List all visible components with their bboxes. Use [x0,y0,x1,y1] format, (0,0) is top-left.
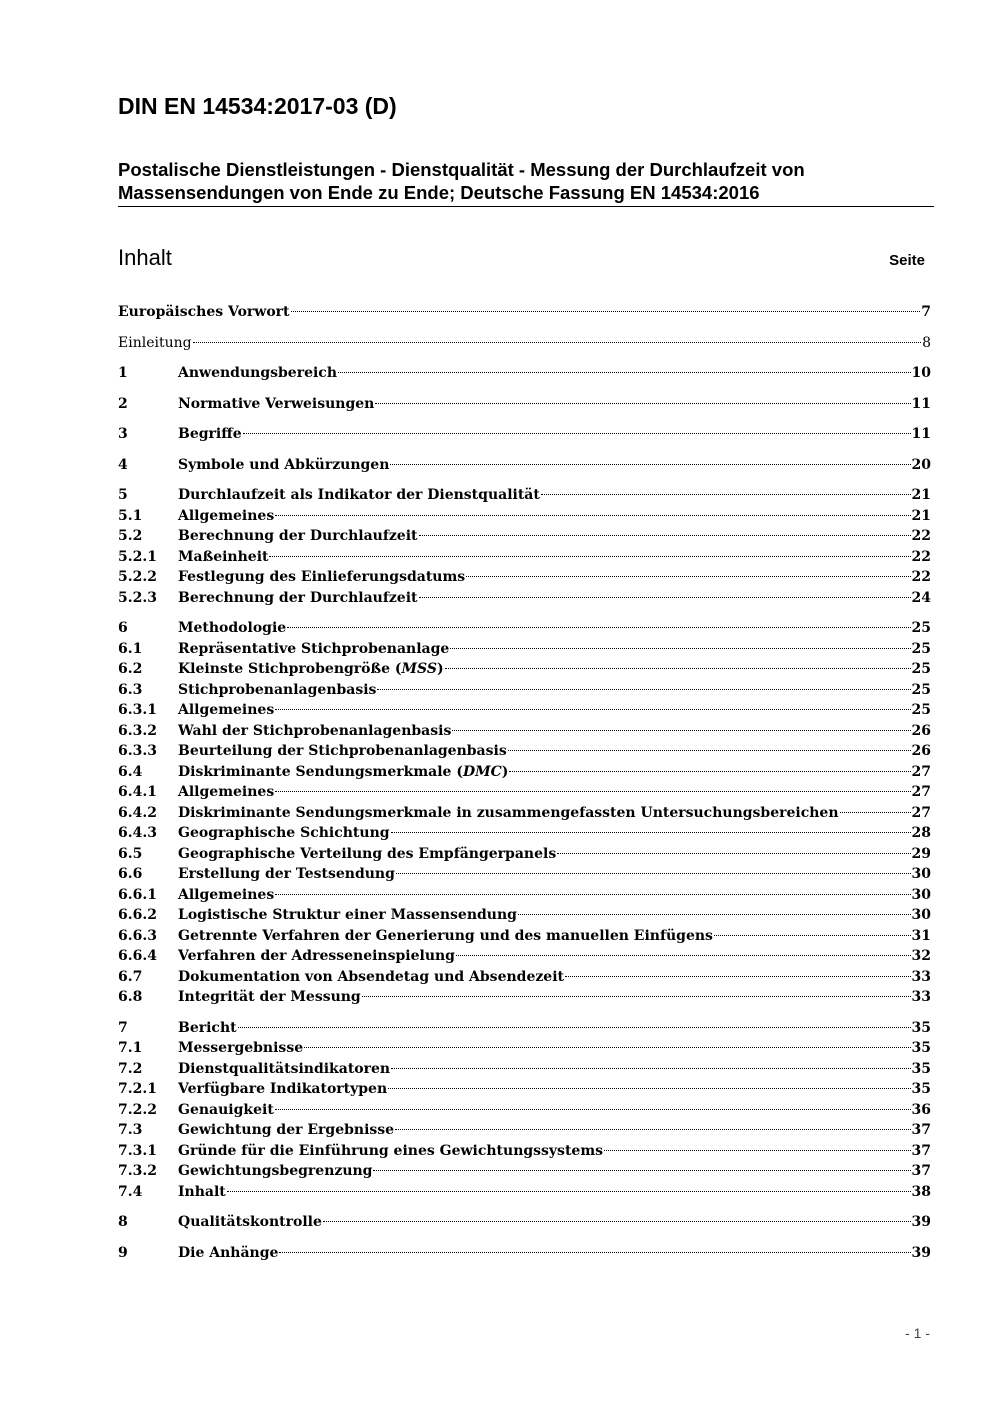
toc-entry-page: 35 [911,1040,931,1056]
toc-entry-page: 37 [911,1142,931,1159]
toc-entry-title: Repräsentative Stichprobenanlage [178,640,450,657]
toc-entry-page: 25 [911,620,931,636]
toc-entry-number: 6.4.3 [118,825,157,841]
toc-entry-number: 7.4 [118,1183,143,1200]
toc-entry-number: 6.2 [118,661,143,677]
toc-entry[interactable] [118,506,931,527]
toc-entry-title: Erstellung der Testsendung [178,866,395,882]
toc-entry-number: 5.2 [118,528,143,544]
toc-entry-title: Kleinste Stichprobengröße (MSS) [178,661,444,677]
toc-dot-leader [391,832,911,833]
toc-entry-number: 7.2.1 [118,1081,157,1097]
toc-entry-title: Geographische Schichtung [178,825,390,841]
toc-entry-page: 24 [911,589,931,606]
toc-entry-number: 7.1 [118,1040,143,1056]
toc-dot-leader [714,935,911,936]
toc-entry-page: 39 [911,1244,931,1261]
toc-entry-title: Qualitätskontrolle [178,1214,322,1230]
toc-entry[interactable] [118,926,931,947]
toc-entry-number: 7.2 [118,1060,143,1077]
toc-dot-leader [565,976,911,977]
toc-entry-page: 22 [911,528,931,544]
toc-dot-leader [450,648,910,649]
toc-entry[interactable] [118,1161,931,1182]
toc-entry-number: 6.3.3 [118,743,157,759]
toc-entry-number: 6.6.2 [118,907,157,923]
table-of-contents [118,302,931,1263]
toc-entry-title: Verfahren der Adresseneinspielung [178,948,455,964]
toc-entry-title: Durchlaufzeit als Indikator der Dienstqualität [178,487,540,503]
toc-entry[interactable] [118,424,931,445]
toc-entry-page: 25 [911,681,931,698]
toc-entry-title: Allgemeines [178,702,275,718]
toc-entry-number: 6.4.2 [118,804,157,821]
toc-entry-page: 30 [911,886,931,903]
toc-entry-page: 35 [911,1019,931,1036]
toc-entry[interactable] [118,659,931,680]
toc-entry-title: Genauigkeit [178,1101,274,1118]
toc-entry-title: Beurteilung der Stichprobenanlagenbasis [178,743,507,759]
toc-entry-number: 6.4.1 [118,784,157,800]
toc-entry-title: Wahl der Stichprobenanlagenbasis [178,722,452,739]
toc-entry-page: 38 [911,1183,931,1200]
toc-entry-title: Diskriminante Sendungsmerkmale (DMC) [178,763,509,780]
toc-entry-page: 27 [911,804,931,821]
toc-entry-number: 7 [118,1019,128,1036]
toc-entry-number: 7.3 [118,1122,143,1138]
toc-entry-title: Gründe für die Einführung eines Gewichtungssystems [178,1142,604,1159]
toc-dot-leader [275,791,910,792]
toc-entry-page: 36 [911,1101,931,1118]
toc-entry-number: 6.3 [118,681,143,698]
toc-dot-leader [323,1221,911,1222]
toc-entry-page: 10 [911,365,931,381]
toc-entry-title: Verfügbare Indikatortypen [178,1081,388,1097]
toc-entry-title: Symbole und Abkürzungen [178,456,390,473]
toc-dot-leader [419,535,911,536]
toc-entry-page: 21 [911,507,931,524]
toc-entry[interactable] [118,967,931,988]
toc-entry-page: 25 [911,640,931,657]
toc-dot-leader [279,1252,910,1253]
toc-entry-title: Berechnung der Durchlaufzeit [178,528,418,544]
toc-dot-leader [304,1047,910,1048]
toc-entry-title: Berechnung der Durchlaufzeit [178,589,418,606]
toc-entry-title: Einleitung [118,334,192,351]
subtitle-line-2: Massensendungen von Ende zu Ende; Deutsche Fassung EN 14534:2016 [118,182,760,203]
toc-entry-number: 4 [118,456,128,473]
toc-entry[interactable] [118,762,931,783]
toc-entry[interactable] [118,1212,931,1233]
toc-entry-page: 7 [921,304,931,320]
toc-entry-page: 11 [911,395,931,412]
toc-dot-leader [604,1150,911,1151]
toc-entry[interactable] [118,618,931,639]
toc-dot-leader [377,689,910,690]
toc-dot-leader [395,1129,910,1130]
toc-entry-title: Logistische Struktur einer Massensendung [178,907,517,923]
document-subtitle [118,158,934,204]
toc-entry-number: 7.2.2 [118,1101,157,1118]
toc-dot-leader [375,403,910,404]
toc-entry-number: 6.3.1 [118,702,157,718]
toc-entry-number: 2 [118,395,128,412]
toc-entry-number: 5 [118,487,128,503]
toc-entry-number: 8 [118,1214,128,1230]
toc-dot-leader [518,914,911,915]
toc-entry-title: Bericht [178,1019,237,1036]
toc-entry-title: Gewichtung der Ergebnisse [178,1122,395,1138]
toc-entry-page: 30 [911,866,931,882]
toc-dot-leader [396,873,911,874]
toc-entry[interactable] [118,803,931,824]
toc-dot-leader [287,627,910,628]
toc-entry-page: 29 [911,845,931,862]
toc-entry-number: 6.7 [118,968,143,985]
toc-dot-leader [275,1109,911,1110]
toc-entry-title: Diskriminante Sendungsmerkmale in zusammengefassten Untersuchungsbereichen [178,804,839,821]
toc-entry-title: Allgemeines [178,507,275,524]
toc-entry-number: 6.6 [118,866,143,882]
toc-entry-page: 11 [911,426,931,442]
toc-entry[interactable] [118,823,931,844]
document-title: DIN EN 14534:2017-03 (D) [118,93,397,119]
toc-entry-page: 33 [911,968,931,985]
toc-entry-page: 30 [911,907,931,923]
toc-entry[interactable] [118,1141,931,1162]
toc-entry-title: Festlegung des Einlieferungsdatums [178,569,466,585]
toc-dot-leader [419,597,911,598]
toc-entry-title: Integrität der Messung [178,989,361,1005]
toc-dot-leader [840,812,911,813]
toc-page-column-label: Seite [889,252,925,269]
toc-entry[interactable] [118,333,931,354]
toc-entry-title: Stichprobenanlagenbasis [178,681,377,698]
subtitle-line-1: Postalische Dienstleistungen - Dienstqualität - Messung der Durchlaufzeit von [118,159,805,180]
toc-dot-leader [541,494,911,495]
toc-entry[interactable] [118,485,931,506]
toc-entry-page: 27 [911,784,931,800]
toc-entry-number: 1 [118,365,128,381]
toc-entry[interactable] [118,864,931,885]
toc-entry[interactable] [118,987,931,1008]
toc-entry[interactable] [118,363,931,384]
toc-entry[interactable] [118,1182,931,1203]
toc-entry-number: 7.3.2 [118,1163,157,1179]
toc-entry-number: 6.4 [118,763,143,780]
toc-dot-leader [243,433,911,434]
toc-entry-page: 8 [922,334,931,351]
toc-entry-number: 6.6.3 [118,927,157,944]
toc-entry-page: 21 [911,487,931,503]
toc-entry-page: 27 [911,763,931,780]
toc-dot-leader [509,771,910,772]
toc-entry-number: 6.5 [118,845,143,862]
toc-entry-page: 37 [911,1163,931,1179]
toc-entry-page: 25 [911,702,931,718]
toc-entry-number: 5.2.1 [118,548,157,565]
toc-dot-leader [275,894,910,895]
toc-entry-title: Allgemeines [178,784,275,800]
toc-dot-leader [445,668,911,669]
toc-dot-leader [275,515,910,516]
toc-entry-page: 35 [911,1060,931,1077]
toc-entry[interactable] [118,394,931,415]
toc-entry-page: 25 [911,661,931,677]
toc-dot-leader [388,1088,910,1089]
toc-entry-title: Dienstqualitätsindikatoren [178,1060,391,1077]
toc-entry[interactable] [118,567,931,588]
toc-entry[interactable] [118,782,931,803]
toc-entry-page: 32 [911,948,931,964]
toc-entry-number: 6.1 [118,640,143,657]
toc-entry-title: Inhalt [178,1183,226,1200]
toc-entry-page: 39 [911,1214,931,1230]
toc-dot-leader [452,730,910,731]
toc-entry[interactable] [118,721,931,742]
toc-entry-title: Methodologie [178,620,287,636]
toc-dot-leader [557,853,910,854]
toc-entry-title: Messergebnisse [178,1040,304,1056]
toc-dot-leader [338,372,911,373]
toc-entry-page: 35 [911,1081,931,1097]
toc-entry-title: Dokumentation von Absendetag und Absendezeit [178,968,564,985]
toc-entry[interactable] [118,1018,931,1039]
toc-dot-leader [456,955,911,956]
toc-entry-title: Maßeinheit [178,548,269,565]
toc-entry[interactable] [118,1059,931,1080]
toc-entry-number: 5.2.3 [118,589,157,606]
toc-dot-leader [238,1027,911,1028]
toc-entry[interactable] [118,1038,931,1059]
toc-entry-page: 20 [911,456,931,473]
toc-dot-leader [508,750,911,751]
toc-dot-leader [227,1191,911,1192]
toc-entry-title: Anwendungsbereich [178,365,337,381]
toc-entry-page: 22 [911,548,931,565]
toc-entry[interactable] [118,1079,931,1100]
toc-entry[interactable] [118,639,931,660]
toc-entry-page: 31 [911,927,931,944]
toc-entry-page: 22 [911,569,931,585]
toc-dot-leader [373,1170,910,1171]
toc-entry-title: Getrennte Verfahren der Generierung und des manuellen Einfügens [178,927,713,944]
toc-entry[interactable] [118,1120,931,1141]
toc-entry-page: 26 [911,743,931,759]
toc-entry[interactable] [118,700,931,721]
toc-dot-leader [390,464,910,465]
toc-entry[interactable] [118,680,931,701]
toc-entry-number: 5.2.2 [118,569,157,585]
toc-dot-leader [291,311,921,312]
toc-entry-number: 6.3.2 [118,722,157,739]
toc-entry[interactable] [118,946,931,967]
toc-entry-number: 3 [118,426,128,442]
toc-entry[interactable] [118,588,931,609]
toc-dot-leader [391,1068,910,1069]
toc-entry[interactable] [118,905,931,926]
toc-entry[interactable] [118,526,931,547]
toc-entry-number: 5.1 [118,507,143,524]
toc-entry[interactable] [118,844,931,865]
subtitle-divider [118,206,934,207]
toc-entry[interactable] [118,547,931,568]
toc-entry-page: 26 [911,722,931,739]
toc-entry-number: 6.6.4 [118,948,157,964]
page-number: - 1 - [905,1325,930,1341]
toc-entry-number: 9 [118,1244,128,1261]
toc-dot-leader [275,709,910,710]
toc-entry-page: 28 [911,825,931,841]
toc-entry-title: Normative Verweisungen [178,395,375,412]
toc-entry[interactable] [118,885,931,906]
toc-entry-page: 33 [911,989,931,1005]
toc-entry-number: 7.3.1 [118,1142,157,1159]
toc-dot-leader [193,342,922,343]
toc-entry[interactable] [118,302,931,323]
toc-entry-number: 6 [118,620,128,636]
toc-entry-number: 6.8 [118,989,143,1005]
toc-entry[interactable] [118,741,931,762]
toc-dot-leader [362,996,911,997]
toc-entry-title: Geographische Verteilung des Empfängerpanels [178,845,557,862]
toc-entry-number: 6.6.1 [118,886,157,903]
toc-entry-page: 37 [911,1122,931,1138]
toc-entry[interactable] [118,1243,931,1264]
toc-entry-title: Allgemeines [178,886,275,903]
toc-entry-title: Europäisches Vorwort [118,304,290,320]
toc-dot-leader [269,556,910,557]
toc-heading: Inhalt [118,245,172,270]
toc-entry-title: Begriffe [178,426,242,442]
toc-entry-title: Gewichtungsbegrenzung [178,1163,373,1179]
toc-dot-leader [466,576,910,577]
toc-entry[interactable] [118,1100,931,1121]
toc-entry-title: Die Anhänge [178,1244,279,1261]
toc-entry[interactable] [118,455,931,476]
